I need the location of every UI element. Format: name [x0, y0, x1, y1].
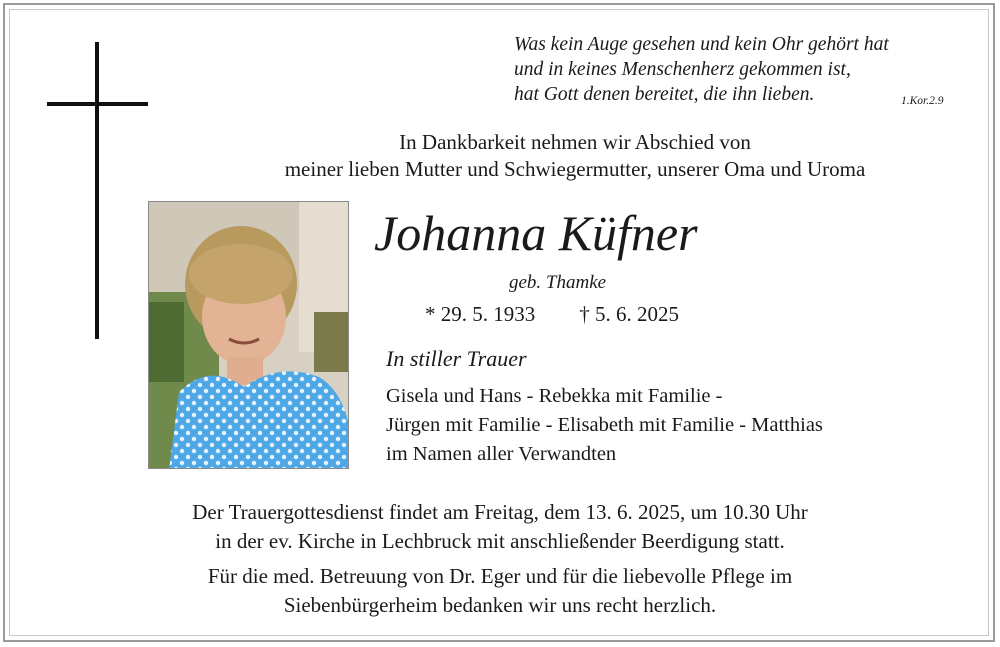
verse-reference: 1.Kor.2.9	[901, 95, 944, 107]
deceased-name: Johanna Küfner	[374, 205, 698, 261]
birth-date: * 29. 5. 1933	[425, 302, 536, 326]
mourners-line: im Namen aller Verwandten	[386, 443, 617, 465]
funeral-service-info	[0, 498, 1000, 556]
thanks-text	[0, 562, 1000, 620]
mourners-line: Gisela und Hans - Rebekka mit Familie -	[386, 385, 723, 407]
intro-line: meiner lieben Mutter und Schwiegermutter, unserer Oma und Uroma	[284, 157, 866, 181]
cross-icon-bar	[47, 102, 148, 106]
service-line: in der ev. Kirche in Lechbruck mit anschließender Beerdigung statt.	[215, 529, 785, 553]
service-line: Der Trauergottesdienst findet am Freitag, dem 13. 6. 2025, um 10.30 Uhr	[192, 500, 808, 524]
intro-line: In Dankbarkeit nehmen wir Abschied von	[399, 130, 751, 154]
mourners-line: Jürgen mit Familie - Elisabeth mit Familie - Matthias	[386, 414, 823, 436]
cross-icon	[95, 42, 99, 339]
thanks-line: Siebenbürgerheim bedanken wir uns recht herzlich.	[283, 593, 717, 617]
portrait-photo	[148, 201, 349, 469]
mourners-list	[386, 382, 823, 469]
intro-text	[150, 129, 1000, 183]
verse-line: und in keines Menschenherz gekommen ist,	[514, 59, 851, 80]
bible-verse	[514, 32, 974, 107]
verse-line: hat Gott denen bereitet, die ihn lieben.	[514, 84, 815, 105]
life-dates	[425, 302, 679, 327]
death-date: † 5. 6. 2025	[579, 302, 679, 326]
verse-line: Was kein Auge gesehen und kein Ohr gehört hat	[514, 34, 889, 55]
mourning-heading: In stiller Trauer	[386, 346, 527, 371]
thanks-line: Für die med. Betreuung von Dr. Eger und für die liebevolle Pflege im	[207, 564, 793, 588]
maiden-name: geb. Thamke	[509, 272, 607, 293]
